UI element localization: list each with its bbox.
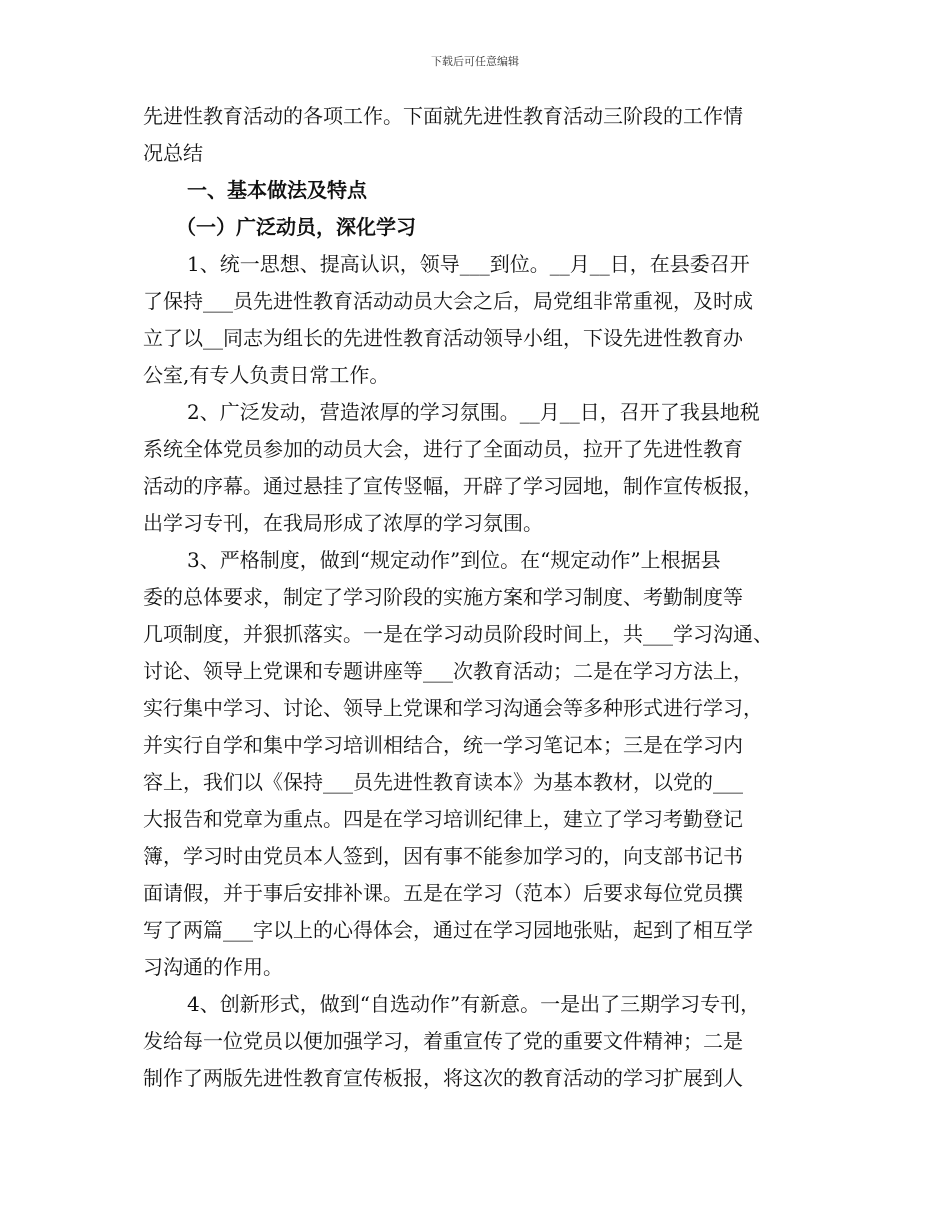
paragraph-line: 写了两篇___字以上的心得体会，通过在学习园地张贴，起到了相互学 <box>143 918 753 942</box>
paragraph-line: 1、统一思想、提高认识，领导___到位。__月__日，在县委召开 <box>187 252 750 276</box>
section-heading: 一、基本做法及特点 <box>187 178 367 202</box>
paragraph-line: 簿，学习时由党员本人签到，因有事不能参加学习的，向支部书记书 <box>143 844 743 868</box>
paragraph-line: 发给每一位党员以便加强学习，着重宣传了党的重要文件精神；二是 <box>143 1029 743 1053</box>
paragraph-line: 活动的序幕。通过悬挂了宣传竖幅，开辟了学习园地，制作宣传板报， <box>143 474 763 498</box>
paragraph-line: 立了以__同志为组长的先进性教育活动领导小组，下设先进性教育办 <box>143 326 743 350</box>
paragraph-line: 4、创新形式，做到“自选动作”有新意。一是出了三期学习专刊， <box>187 992 761 1016</box>
paragraph-line: 况总结 <box>143 141 203 165</box>
paragraph-line: 制作了两版先进性教育宣传板报，将这次的教育活动的学习扩展到人 <box>143 1066 743 1090</box>
paragraph-line: 2、广泛发动，营造浓厚的学习氛围。__月__日，召开了我县地税 <box>187 400 760 424</box>
paragraph-line: 并实行自学和集中学习培训相结合，统一学习笔记本；三是在学习内 <box>143 733 743 757</box>
section-heading: （一）广泛动员，深化学习 <box>176 215 416 239</box>
paragraph-line: 3、严格制度，做到“规定动作”到位。在“规定动作”上根据县 <box>187 548 721 572</box>
paragraph-line: 了保持___员先进性教育活动动员大会之后，局党组非常重视，及时成 <box>143 289 753 313</box>
paragraph-line: 公室,有专人负责日常工作。 <box>143 363 390 387</box>
paragraph-line: 实行集中学习、讨论、领导上党课和学习沟通会等多种形式进行学习， <box>143 696 763 720</box>
paragraph-line: 出学习专刊，在我局形成了浓厚的学习氛围。 <box>143 511 543 535</box>
paragraph-line: 委的总体要求，制定了学习阶段的实施方案和学习制度、考勤制度等 <box>143 585 743 609</box>
paragraph-line: 习沟通的作用。 <box>143 955 283 979</box>
paragraph-line: 面请假，并于事后安排补课。五是在学习（范本）后要求每位党员撰 <box>143 881 743 905</box>
paragraph-line: 大报告和党章为重点。四是在学习培训纪律上，建立了学习考勤登记 <box>143 807 743 831</box>
paragraph-line: 先进性教育活动的各项工作。下面就先进性教育活动三阶段的工作情 <box>143 104 743 128</box>
paragraph-line: 系统全体党员参加的动员大会，进行了全面动员，拉开了先进性教育 <box>143 437 743 461</box>
paragraph-line: 几项制度，并狠抓落实。一是在学习动员阶段时间上，共___学习沟通、 <box>143 622 773 646</box>
paragraph-line: 讨论、领导上党课和专题讲座等___次教育活动；二是在学习方法上， <box>143 659 753 683</box>
paragraph-line: 容上，我们以《保持___员先进性教育读本》为基本教材，以党的___ <box>143 770 743 794</box>
document-body <box>143 98 823 1097</box>
page-header: 下载后可任意编辑 <box>431 55 519 68</box>
